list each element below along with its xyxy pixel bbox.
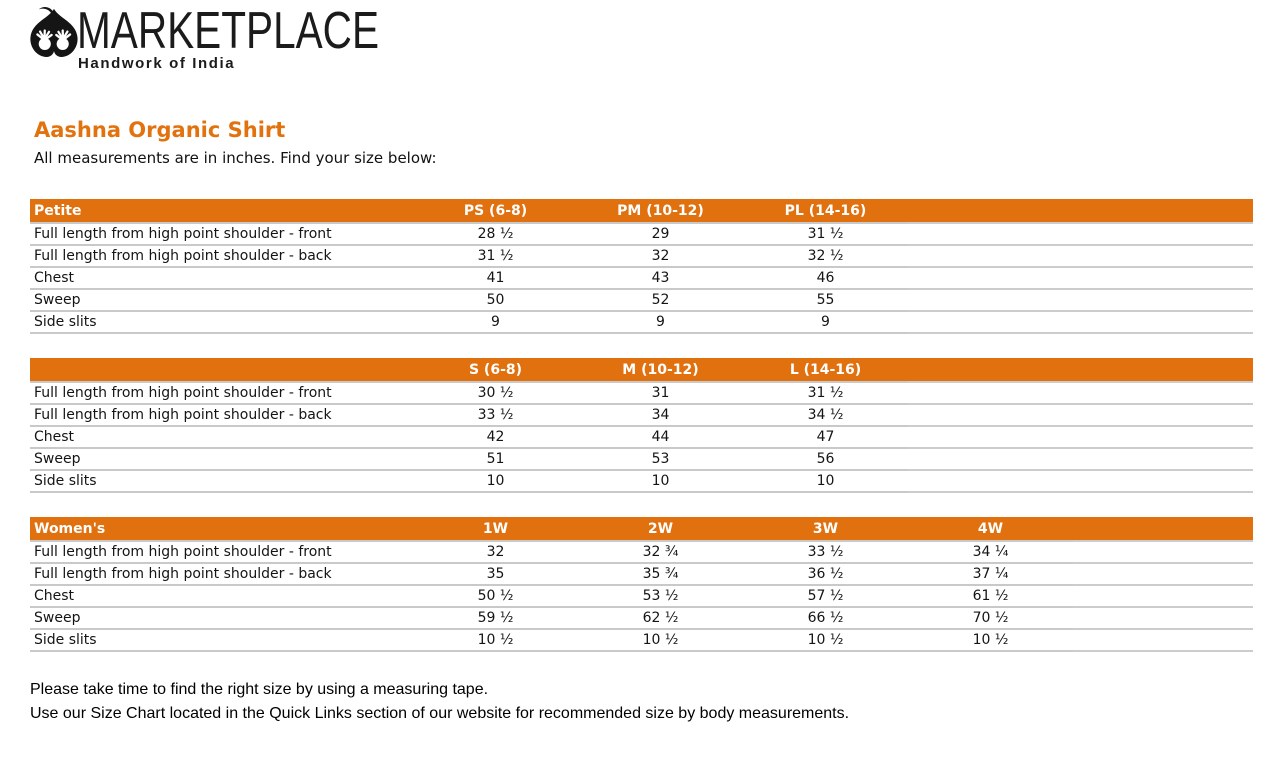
table-row [30,311,1253,333]
brand-text-block [77,2,464,72]
measurement-value: 32 [578,245,743,267]
measurement-label: Full length from high point shoulder - front [30,541,413,563]
measurement-label: Side slits [30,470,413,492]
measurement-value: 31 ½ [743,223,908,245]
table-title-cell: Petite [30,199,413,223]
filler-cell [908,223,1253,245]
measurement-label: Full length from high point shoulder - back [30,404,413,426]
measurement-label: Chest [30,267,413,289]
header-filler-cell [908,358,1253,382]
header-filler-cell [1073,517,1253,541]
measurement-value: 44 [578,426,743,448]
brand-tagline: Handwork of India [78,55,236,72]
measurement-label: Sweep [30,607,413,629]
filler-cell [908,470,1253,492]
table-row [30,607,1253,629]
measurement-value: 53 [578,448,743,470]
measurement-value: 62 ½ [578,607,743,629]
filler-cell [1073,607,1253,629]
measurement-value: 47 [743,426,908,448]
measurement-value: 34 ¼ [908,541,1073,563]
measurement-label: Full length from high point shoulder - back [30,563,413,585]
measurement-value: 52 [578,289,743,311]
filler-cell [908,404,1253,426]
measurement-value: 9 [413,311,578,333]
sizing-advice [30,678,1280,726]
measurement-value: 9 [578,311,743,333]
measurement-label: Full length from high point shoulder - front [30,382,413,404]
leaf-with-hands-icon [25,6,82,61]
measurement-value: 43 [578,267,743,289]
table-row [30,585,1253,607]
table-header-row [30,199,1253,223]
table-row [30,629,1253,651]
measurement-value: 70 ½ [908,607,1073,629]
measurement-label: Sweep [30,448,413,470]
measurement-value: 34 [578,404,743,426]
size-column-header: L (14-16) [743,358,908,382]
measurement-value: 28 ½ [413,223,578,245]
brand-name: MARKETPLACE [77,2,380,60]
size-table-regular [30,358,1253,493]
size-column-header: PS (6-8) [413,199,578,223]
table-row [30,563,1253,585]
filler-cell [908,426,1253,448]
measurement-value: 9 [743,311,908,333]
measurement-value: 32 [413,541,578,563]
sizing-advice-line2: Use our Size Chart located in the Quick Links section of our website for recommended size by body measurements. [30,705,850,722]
filler-cell [1073,585,1253,607]
size-table-womens [30,517,1253,652]
table-header-row [30,517,1253,541]
measurement-value: 51 [413,448,578,470]
measurement-value: 41 [413,267,578,289]
measurement-label: Sweep [30,289,413,311]
table-header-row [30,358,1253,382]
measurement-value: 32 ¾ [578,541,743,563]
measurement-value: 37 ¼ [908,563,1073,585]
size-column-header: 4W [908,517,1073,541]
table-row [30,267,1253,289]
size-table-petite [30,199,1253,334]
measurement-label: Full length from high point shoulder - front [30,223,413,245]
filler-cell [908,245,1253,267]
measurement-value: 35 [413,563,578,585]
filler-cell [908,382,1253,404]
measurement-value: 30 ½ [413,382,578,404]
table-row [30,289,1253,311]
measurement-value: 10 ½ [413,629,578,651]
size-column-header: S (6-8) [413,358,578,382]
sizing-advice-line1: Please take time to find the right size by using a measuring tape. [30,681,489,698]
measurement-value: 10 ½ [908,629,1073,651]
measurement-value: 61 ½ [908,585,1073,607]
measurement-value: 33 ½ [743,541,908,563]
table-row [30,470,1253,492]
measurement-value: 31 ½ [413,245,578,267]
filler-cell [1073,629,1253,651]
measurement-value: 35 ¾ [578,563,743,585]
measurement-value: 34 ½ [743,404,908,426]
measurement-label: Chest [30,585,413,607]
filler-cell [1073,541,1253,563]
table-row [30,404,1253,426]
filler-cell [1073,563,1253,585]
measurement-value: 31 ½ [743,382,908,404]
measurement-value: 53 ½ [578,585,743,607]
table-row [30,382,1253,404]
table-row [30,223,1253,245]
measurement-value: 59 ½ [413,607,578,629]
filler-cell [908,448,1253,470]
size-column-header: M (10-12) [578,358,743,382]
brand-header [25,2,1280,72]
measurement-value: 55 [743,289,908,311]
filler-cell [908,311,1253,333]
table-row [30,541,1253,563]
measurement-value: 33 ½ [413,404,578,426]
table-row [30,448,1253,470]
measurement-value: 31 [578,382,743,404]
measurement-value: 10 [413,470,578,492]
measurement-value: 57 ½ [743,585,908,607]
measurement-value: 10 [743,470,908,492]
measurement-label: Full length from high point shoulder - back [30,245,413,267]
measurement-value: 50 [413,289,578,311]
measurement-value: 32 ½ [743,245,908,267]
measurement-value: 10 ½ [578,629,743,651]
size-column-header: PM (10-12) [578,199,743,223]
size-column-header: 3W [743,517,908,541]
measurement-value: 10 [578,470,743,492]
page-subtitle: All measurements are in inches. Find your size below: [34,149,437,167]
header-filler-cell [908,199,1253,223]
size-column-header: 1W [413,517,578,541]
measurement-label: Side slits [30,629,413,651]
measurement-value: 36 ½ [743,563,908,585]
size-column-header: PL (14-16) [743,199,908,223]
measurement-label: Side slits [30,311,413,333]
measurement-value: 50 ½ [413,585,578,607]
measurement-value: 42 [413,426,578,448]
filler-cell [908,289,1253,311]
measurement-value: 66 ½ [743,607,908,629]
table-row [30,426,1253,448]
table-row [30,245,1253,267]
measurement-value: 29 [578,223,743,245]
page-title: Aashna Organic Shirt [34,118,286,142]
measurement-value: 46 [743,267,908,289]
measurement-label: Chest [30,426,413,448]
measurement-value: 56 [743,448,908,470]
size-column-header: 2W [578,517,743,541]
filler-cell [908,267,1253,289]
table-title-cell [30,358,413,382]
table-title-cell: Women's [30,517,413,541]
measurement-value: 10 ½ [743,629,908,651]
